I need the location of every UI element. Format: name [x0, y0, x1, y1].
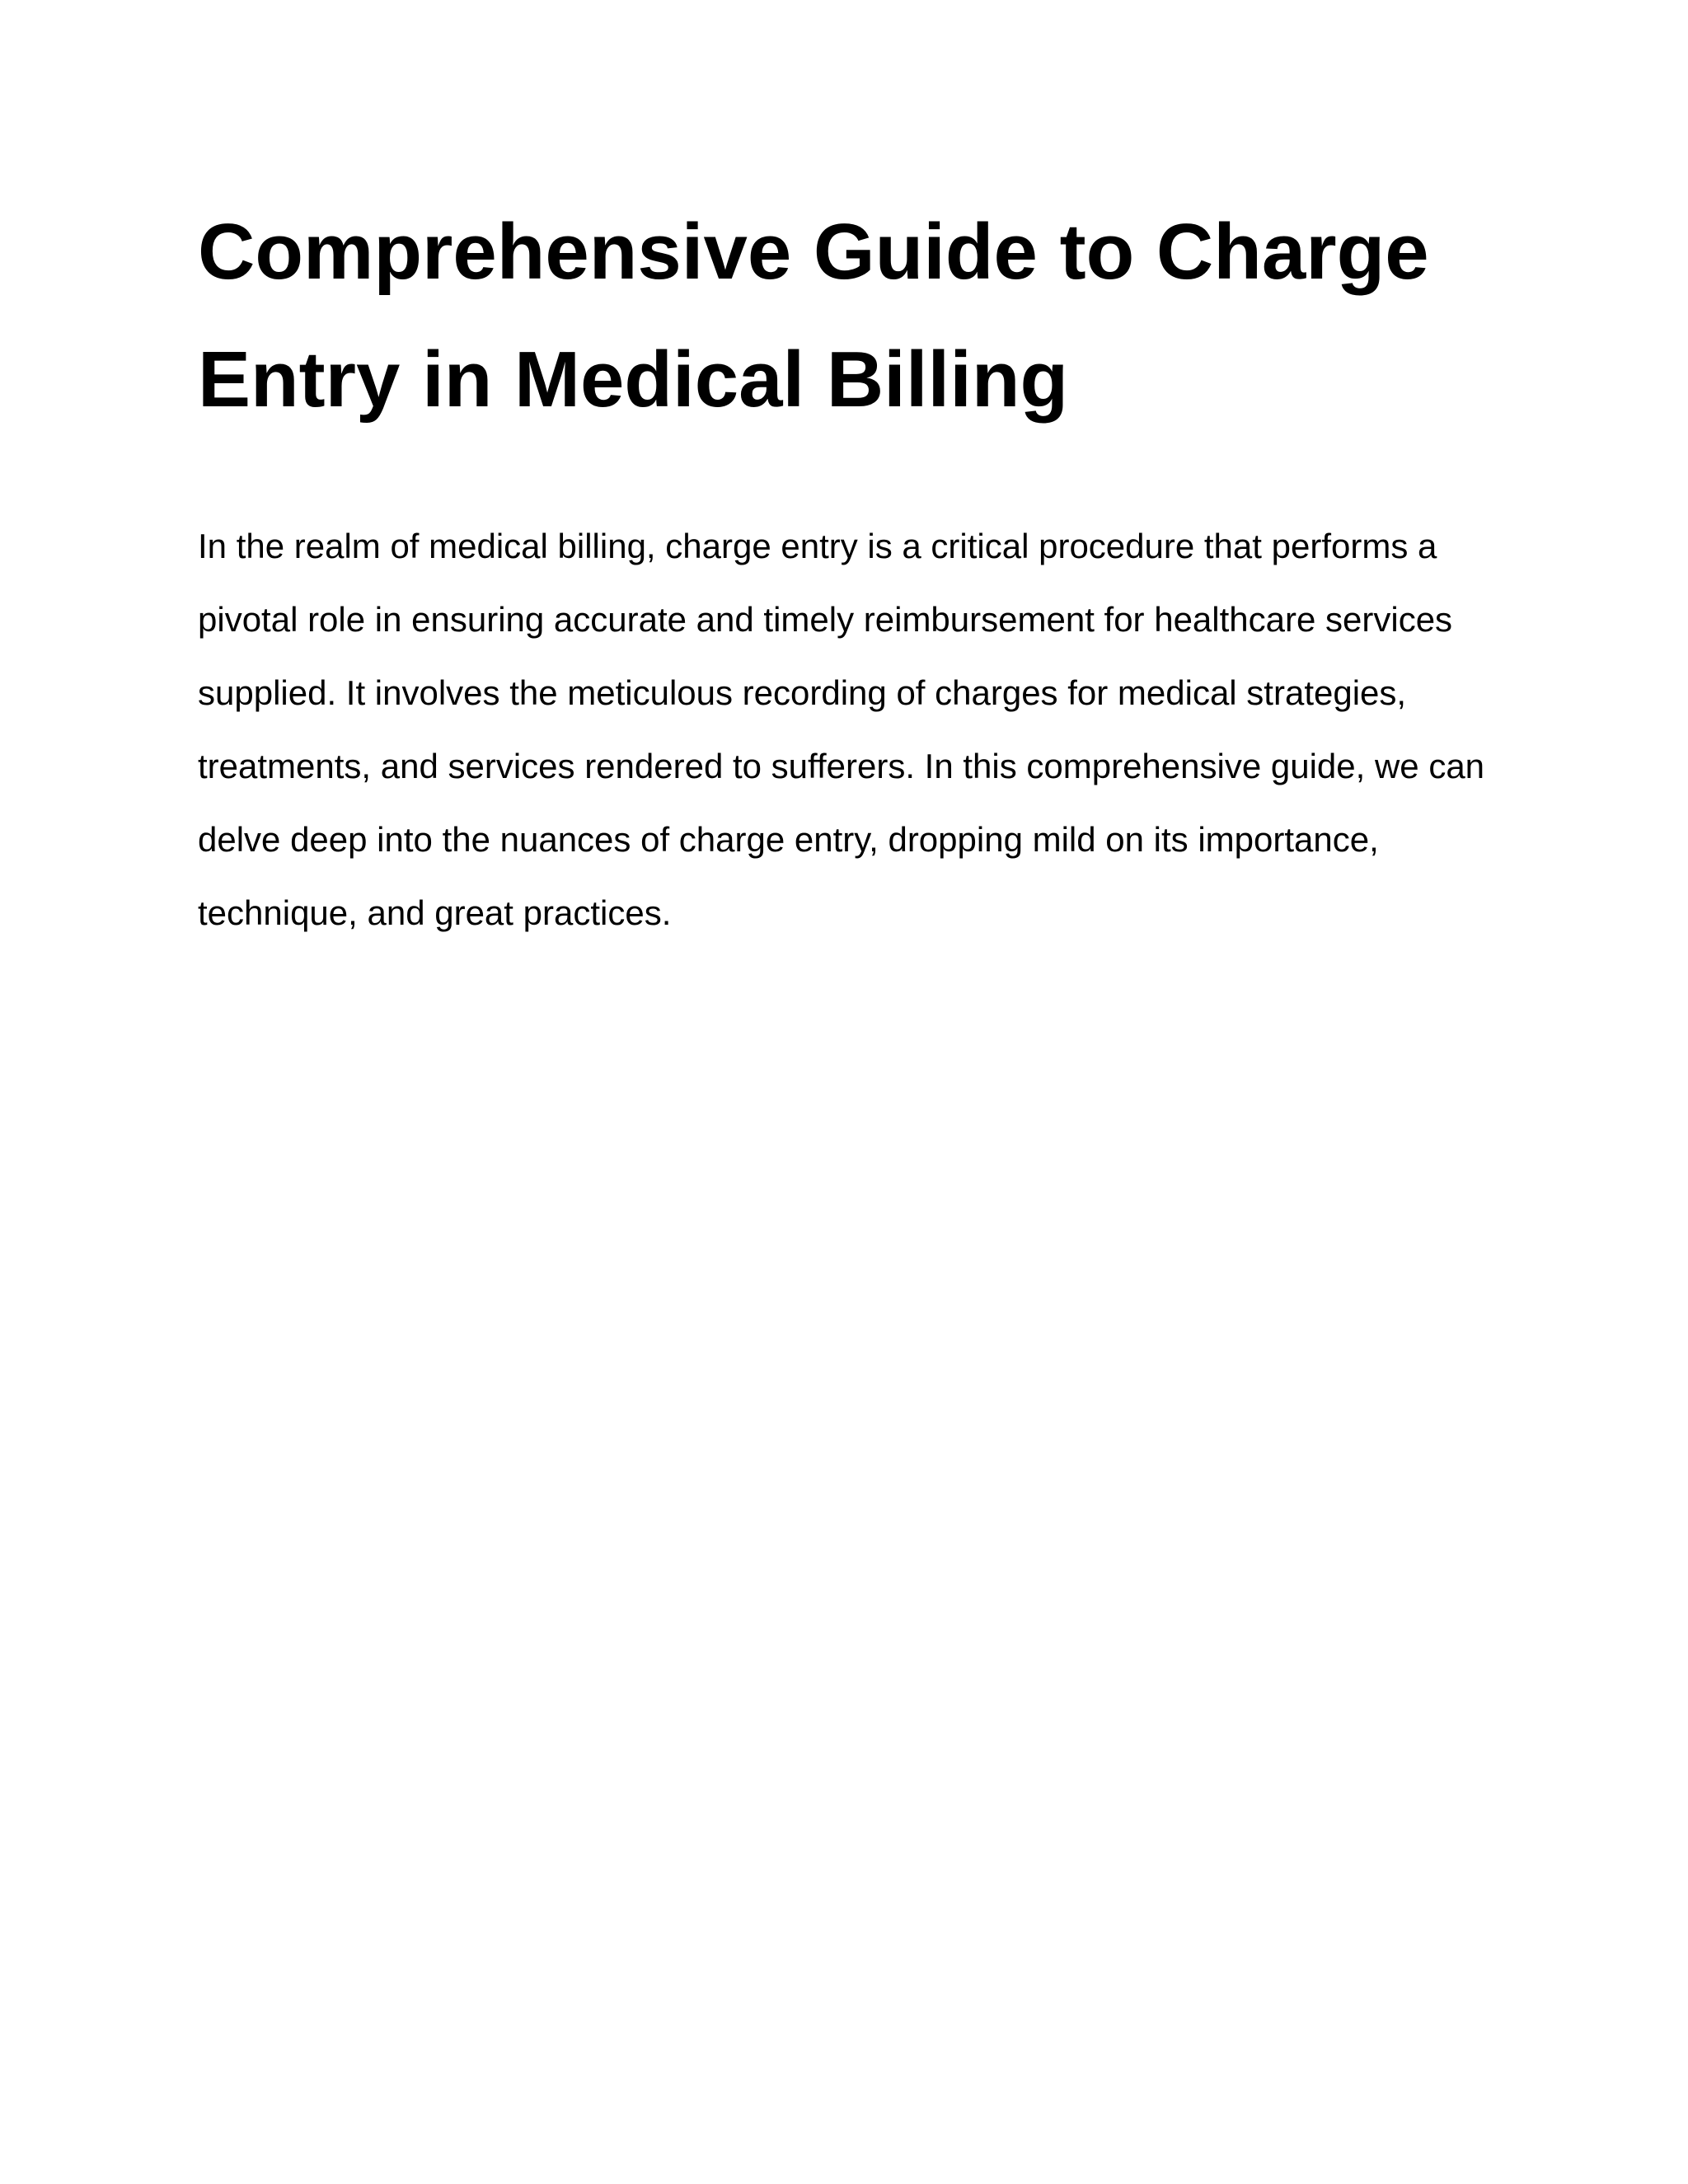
document-content — [198, 188, 1517, 949]
intro-paragraph: In the realm of medical billing, charge entry is a critical procedure that performs a pivotal role in ensuring accurate and timely reimbursement for healthcare services supplied. It involves the meticulous recording of charges for medical strategies, treatments, and services rendered to sufferers. In this comprehensive guide, we can delve deep into the nuances of charge entry, dropping mild on its importance, technique, and great practices. — [198, 527, 1485, 932]
document-title: Comprehensive Guide to Charge Entry in Medical Billing — [198, 208, 1429, 424]
